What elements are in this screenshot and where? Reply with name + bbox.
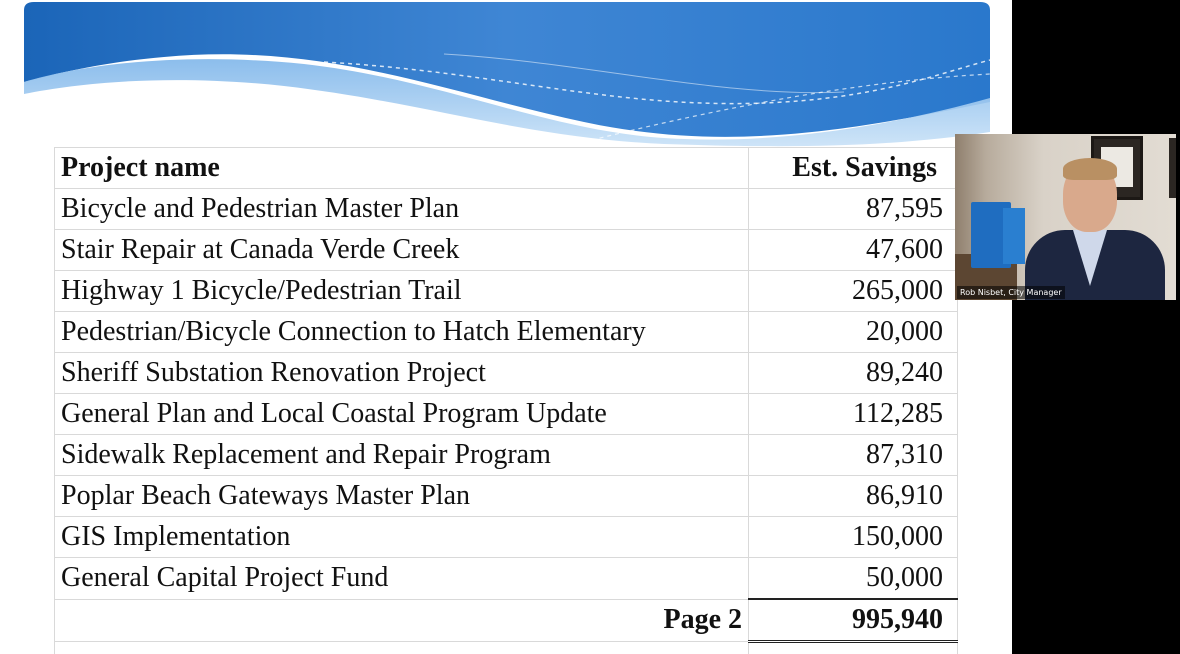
header-project-name: Project name <box>55 148 749 189</box>
project-name-cell: Poplar Beach Gateways Master Plan <box>55 476 749 517</box>
project-name-cell: Sidewalk Replacement and Repair Program <box>55 435 749 476</box>
participant-hair <box>1063 158 1117 180</box>
wave-banner <box>24 2 990 148</box>
savings-cell: 50,000 <box>749 558 958 600</box>
table-header-row <box>55 148 958 189</box>
total-value: 995,940 <box>749 599 958 642</box>
savings-cell: 87,310 <box>749 435 958 476</box>
project-name-cell: GIS Implementation <box>55 517 749 558</box>
project-name-cell: Stair Repair at Canada Verde Creek <box>55 230 749 271</box>
savings-cell: 47,600 <box>749 230 958 271</box>
project-name-cell: Highway 1 Bicycle/Pedestrian Trail <box>55 271 749 312</box>
savings-cell: 87,595 <box>749 189 958 230</box>
table-row <box>55 230 958 271</box>
participant-name-label: Rob Nisbet, City Manager <box>957 286 1065 299</box>
total-row <box>55 599 958 642</box>
participant-video-tile[interactable] <box>955 134 1176 300</box>
project-name-cell: General Plan and Local Coastal Program Update <box>55 394 749 435</box>
savings-cell: 112,285 <box>749 394 958 435</box>
savings-cell: 89,240 <box>749 353 958 394</box>
table-row <box>55 517 958 558</box>
header-est-savings: Est. Savings <box>749 148 958 189</box>
project-savings-table <box>54 147 958 654</box>
savings-cell: 150,000 <box>749 517 958 558</box>
project-name-cell: Pedestrian/Bicycle Connection to Hatch Elementary <box>55 312 749 353</box>
savings-cell: 20,000 <box>749 312 958 353</box>
table-row <box>55 394 958 435</box>
project-name-cell: Bicycle and Pedestrian Master Plan <box>55 189 749 230</box>
table-row <box>55 476 958 517</box>
savings-cell: 86,910 <box>749 476 958 517</box>
table-row <box>55 271 958 312</box>
project-name-cell: Sheriff Substation Renovation Project <box>55 353 749 394</box>
project-name-cell: General Capital Project Fund <box>55 558 749 600</box>
table-row <box>55 435 958 476</box>
total-label: Page 2 <box>55 599 749 642</box>
table-row <box>55 558 958 600</box>
table-row <box>55 353 958 394</box>
table-row <box>55 312 958 353</box>
table-row <box>55 189 958 230</box>
blue-bag <box>1003 208 1025 264</box>
table-spacer-row <box>55 642 958 654</box>
wall-picture-frame <box>1169 138 1176 198</box>
savings-cell: 265,000 <box>749 271 958 312</box>
